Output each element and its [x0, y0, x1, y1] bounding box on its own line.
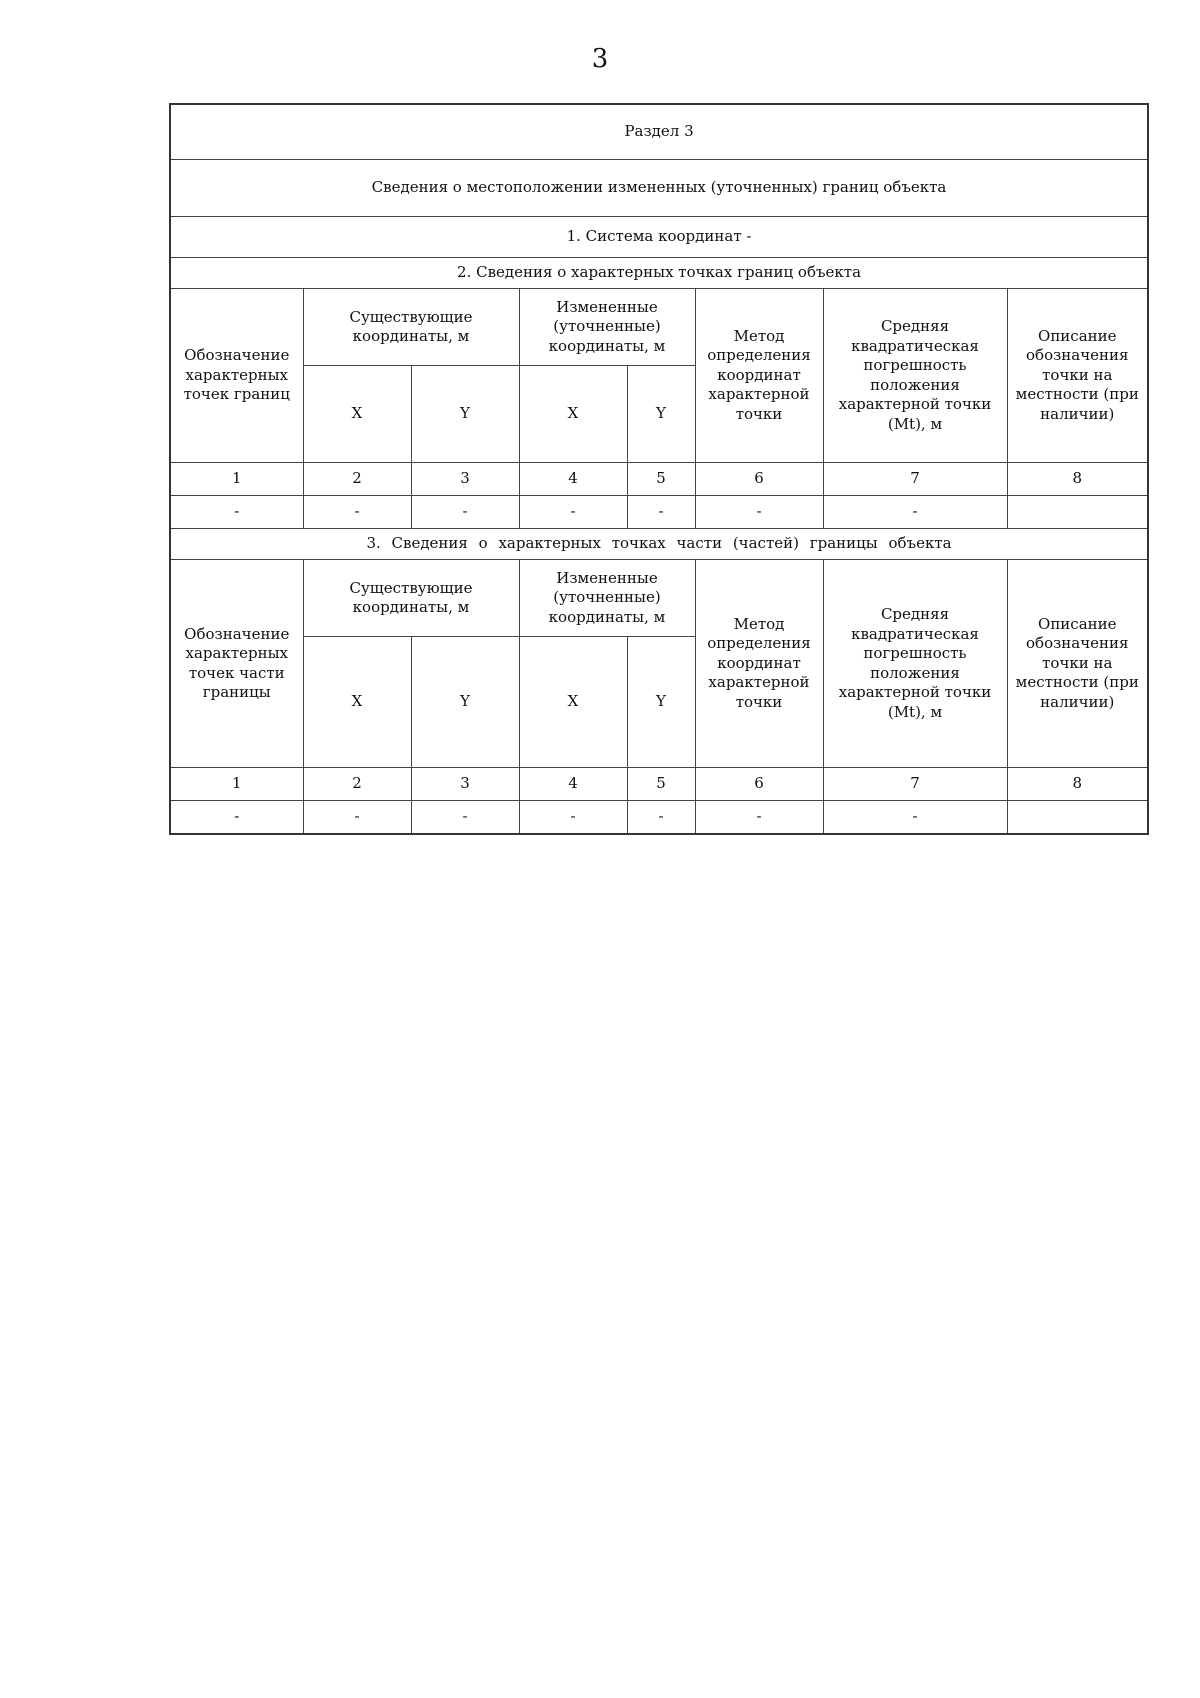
- table2-caption: 3. Сведения о характерных точках части (частей) границы объекта: [170, 529, 1148, 560]
- table2-header-changed-y: Y: [627, 637, 695, 768]
- table1-colnum: 6: [695, 463, 823, 496]
- table2-cell: -: [519, 801, 627, 835]
- table1-header-changed-y: Y: [627, 366, 695, 463]
- table-row: [170, 496, 1148, 529]
- table1-cell: -: [823, 496, 1007, 529]
- table2-cell: -: [170, 801, 303, 835]
- table1-header-existing-y: Y: [411, 366, 519, 463]
- table2-header-changed-x: X: [519, 637, 627, 768]
- table1-cell: [1007, 496, 1148, 529]
- table1-header-changed: Измененные (уточненные) координаты, м: [519, 289, 695, 366]
- table2-header-description: Описание обозначения точки на местности (при наличии): [1007, 560, 1148, 768]
- table2-header-error: Средняя квадратическая погрешность положения характерной точки (Mt), м: [823, 560, 1007, 768]
- table2-colnum: 1: [170, 768, 303, 801]
- table2-cell: -: [823, 801, 1007, 835]
- table1-colnum: 3: [411, 463, 519, 496]
- table1-cell: -: [303, 496, 411, 529]
- table1-colnum: 1: [170, 463, 303, 496]
- table2-colnum: 3: [411, 768, 519, 801]
- table2-cell: -: [627, 801, 695, 835]
- table-row: [170, 801, 1148, 835]
- table1-header-method: Метод определения координат характерной точки: [695, 289, 823, 463]
- table2-cell: -: [303, 801, 411, 835]
- page-number: 3: [591, 44, 609, 74]
- table2-header-method: Метод определения координат характерной точки: [695, 560, 823, 768]
- table1-header-changed-x: X: [519, 366, 627, 463]
- table1-colnum: 7: [823, 463, 1007, 496]
- table1-colnum: 4: [519, 463, 627, 496]
- table2-header-existing-x: X: [303, 637, 411, 768]
- table1-cell: -: [411, 496, 519, 529]
- table2-colnum: 6: [695, 768, 823, 801]
- table1-cell: -: [519, 496, 627, 529]
- table1-column-numbers: [170, 463, 1148, 496]
- table1-cell: -: [695, 496, 823, 529]
- table1-header-description: Описание обозначения точки на местности (при наличии): [1007, 289, 1148, 463]
- table2-header-changed: Измененные (уточненные) координаты, м: [519, 560, 695, 637]
- table2-cell: -: [695, 801, 823, 835]
- table1-header-error: Средняя квадратическая погрешность положения характерной точки (Mt), м: [823, 289, 1007, 463]
- table1-cell: -: [170, 496, 303, 529]
- table1-colnum: 8: [1007, 463, 1148, 496]
- table1-colnum: 2: [303, 463, 411, 496]
- table2-colnum: 2: [303, 768, 411, 801]
- coordinate-system-row: 1. Система координат -: [170, 217, 1148, 258]
- table2-colnum: 5: [627, 768, 695, 801]
- table2-cell: [1007, 801, 1148, 835]
- table2-header-existing: Существующие координаты, м: [303, 560, 519, 637]
- table1-header-existing-x: X: [303, 366, 411, 463]
- table2-header-designation: Обозначение характерных точек части границы: [170, 560, 303, 768]
- section-title: Раздел 3: [170, 104, 1148, 160]
- table1-colnum: 5: [627, 463, 695, 496]
- boundary-table: [169, 103, 1149, 835]
- table1-header-designation: Обозначение характерных точек границ: [170, 289, 303, 463]
- table2-cell: -: [411, 801, 519, 835]
- table1-cell: -: [627, 496, 695, 529]
- table1-header-existing: Существующие координаты, м: [303, 289, 519, 366]
- table2-column-numbers: [170, 768, 1148, 801]
- table2-header-existing-y: Y: [411, 637, 519, 768]
- table2-colnum: 4: [519, 768, 627, 801]
- table1-caption: 2. Сведения о характерных точках границ объекта: [170, 258, 1148, 289]
- table2-colnum: 7: [823, 768, 1007, 801]
- document-title: Сведения о местоположении измененных (уточненных) границ объекта: [170, 160, 1148, 217]
- table2-colnum: 8: [1007, 768, 1148, 801]
